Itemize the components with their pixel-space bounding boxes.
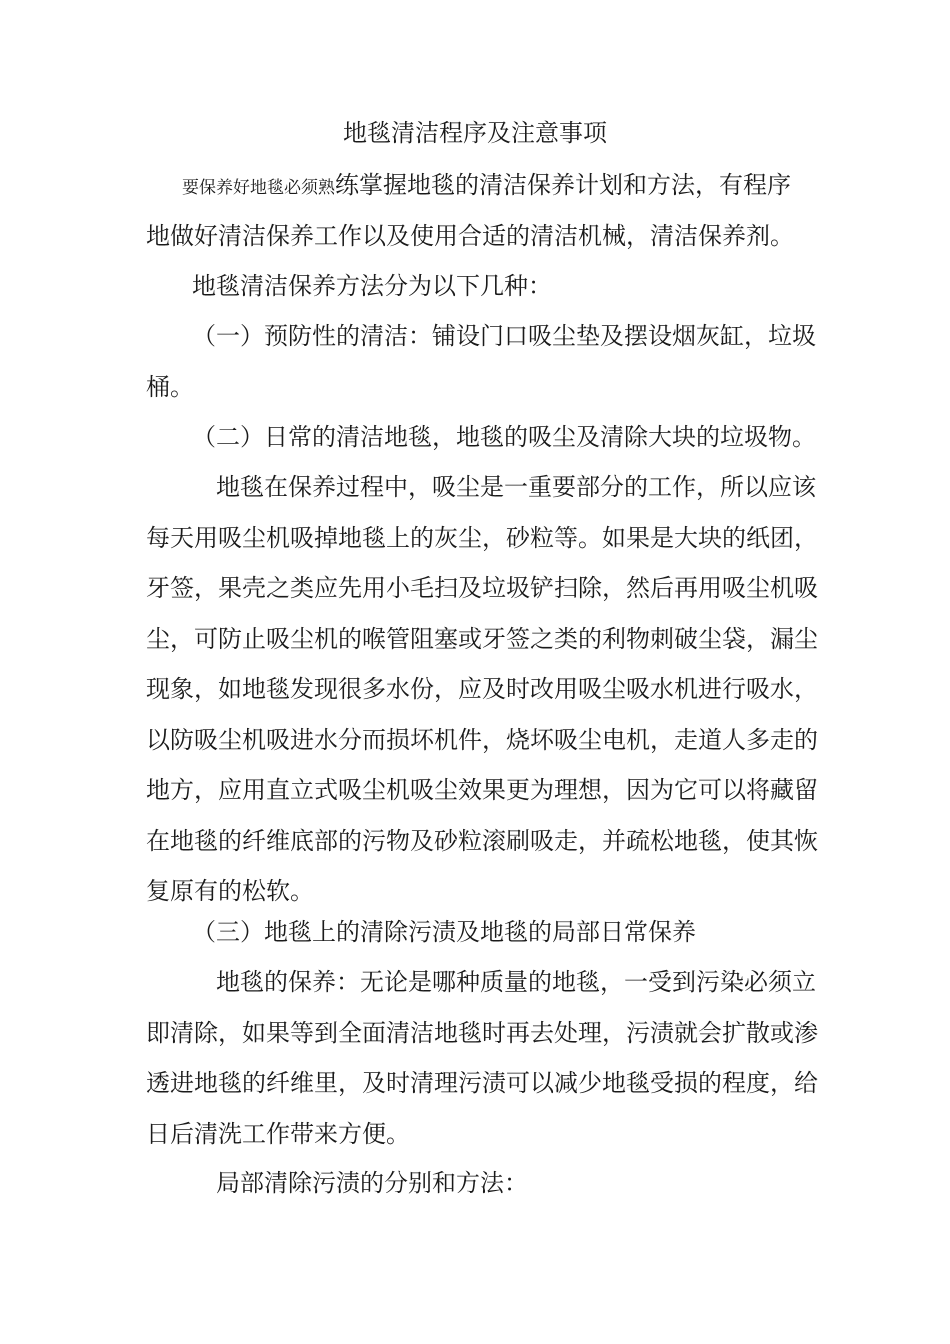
vacuum-paragraph [146,462,818,917]
vacuum-line: 现象，如地毯发现很多水份，应及时改用吸尘吸水机进行吸水， [146,675,818,703]
care-paragraph [146,957,818,1159]
item-2-block [146,412,814,463]
vacuum-line: 每天用吸尘机吸掉地毯上的灰尘，砂粒等。如果是大块的纸团， [146,523,818,552]
stain-heading-block [146,1158,814,1209]
item-3-block [146,907,814,958]
vacuum-line: 牙签，果壳之类应先用小毛扫及垃圾铲扫除，然后再用吸尘机吸 [146,574,818,602]
vacuum-line: 尘，可防止吸尘机的喉管阻塞或牙签之类的利物刺破尘袋，漏尘 [146,624,818,653]
intro-lead-small: 要保养好地毯必须熟 [182,178,335,198]
care-line: 地毯的保养：无论是哪种质量的地毯，一受到污染必须立 [216,968,816,996]
item-1-line-2: 桶。 [146,372,194,401]
vacuum-line: 复原有的松软。 [146,877,314,905]
item-1-line-1: （一）预防性的清洁：铺设门口吸尘垫及摆设烟灰缸，垃圾 [192,322,816,350]
document-title: 地毯清洁程序及注意事项 [343,119,607,147]
methods-heading-block [146,261,814,312]
item-1 [146,311,814,412]
care-line: 透进地毯的纤维里，及时清理污渍可以减少地毯受损的程度，给 [146,1069,818,1097]
intro-line-1 [146,160,814,211]
vacuum-line: 以防吸尘机吸进水分而损坏机件，烧坏吸尘电机，走道人多走的 [146,725,818,754]
methods-heading: 地毯清洁保养方法分为以下几种： [192,272,552,300]
stain-heading: 局部清除污渍的分别和方法： [216,1169,528,1197]
item-3: （三）地毯上的清除污渍及地毯的局部日常保养 [192,918,696,946]
care-line: 即清除，如果等到全面清洁地毯时再去处理，污渍就会扩散或渗 [146,1018,818,1047]
intro-paragraph [146,160,814,261]
vacuum-line: 地方，应用直立式吸尘机吸尘效果更为理想，因为它可以将藏留 [146,776,818,804]
care-line: 日后清洗工作带来方便。 [146,1119,410,1148]
intro-line-1-rest: 练掌握地毯的清洁保养计划和方法，有程序 [335,171,791,199]
vacuum-line: 地毯在保养过程中，吸尘是一重要部分的工作，所以应该 [216,473,816,501]
intro-line-2: 地做好清洁保养工作以及使用合适的清洁机械，清洁保养剂。 [146,221,794,250]
item-2: （二）日常的清洁地毯，地毯的吸尘及清除大块的垃圾物。 [192,423,816,451]
vacuum-line: 在地毯的纤维底部的污物及砂粒滚刷吸走，并疏松地毯，使其恢 [146,826,818,855]
